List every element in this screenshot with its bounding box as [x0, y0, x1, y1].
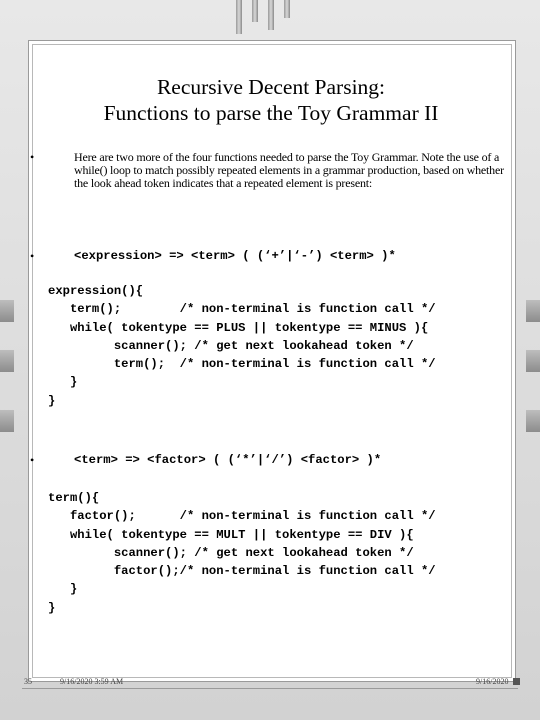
bullet-marker: • [30, 453, 35, 467]
page-number: 35 [24, 677, 32, 686]
bullet-marker: • [30, 150, 35, 164]
code-block-term: term(){ factor(); /* non-terminal is function call */ while( tokentype == MULT || tokentype == DIV ){ scanner(); /* get next lookahead token */ factor();/* non-terminal is function call */ } } [48, 491, 436, 615]
decorative-tab [526, 410, 540, 432]
bullet-marker: • [30, 249, 35, 263]
grammar-term-rule: <term> => <factor> ( (‘*’|‘/’) <factor> )* [74, 453, 382, 467]
footer-date-left: 9/16/2020 3:59 AM [60, 677, 124, 686]
decorative-tab [526, 350, 540, 372]
decorative-tab [0, 300, 14, 322]
title-line-2: Functions to parse the Toy Grammar II [103, 101, 439, 125]
decorative-bar [236, 0, 242, 34]
footer-divider [22, 688, 518, 689]
decorative-tab [0, 350, 14, 372]
decorative-tab [0, 410, 14, 432]
title-line-1: Recursive Decent Parsing: [156, 75, 386, 99]
decorative-bar [252, 0, 258, 22]
decorative-bar [284, 0, 290, 18]
bullet-text-intro: Here are two more of the four functions needed to parse the Toy Grammar. Note the use of a while() loop to match possibly repeated elements in a grammar production, based on whether the look ahead token indicates that a repeated element is present: [74, 150, 504, 190]
slide-title [28, 74, 514, 126]
decorative-tab [526, 300, 540, 322]
end-square-icon [513, 678, 520, 685]
decorative-bar [268, 0, 274, 30]
grammar-expression-rule: <expression> => <term> ( (‘+’|‘-’) <term> )* [74, 249, 396, 263]
code-block-expression: expression(){ term(); /* non-terminal is function call */ while( tokentype == PLUS || tokentype == MINUS ){ scanner(); /* get next lookahead token */ term(); /* non-terminal is function call */ } } [48, 284, 436, 408]
footer-date-right: 9/16/2020 [476, 677, 509, 686]
